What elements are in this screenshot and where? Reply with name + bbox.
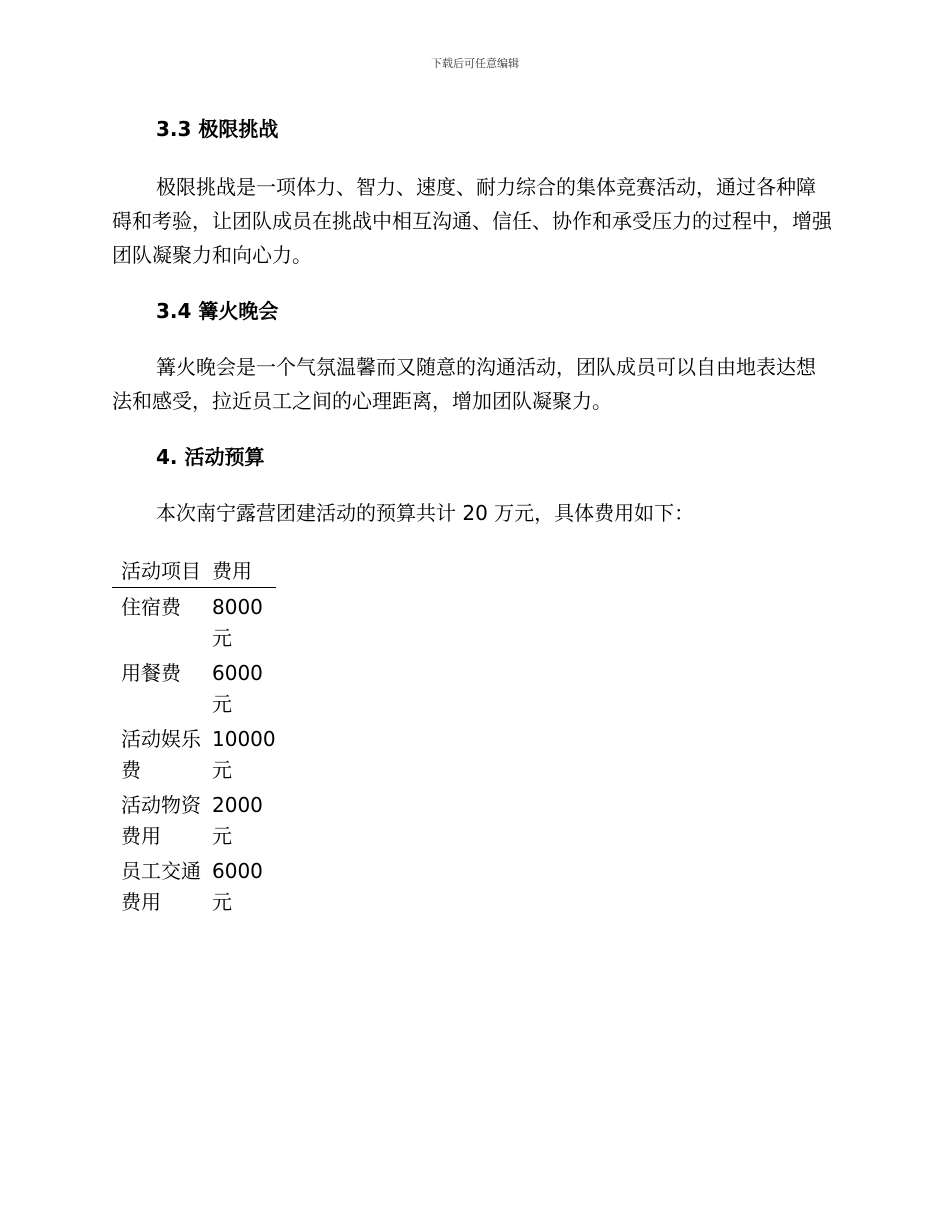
table-row	[112, 588, 276, 659]
budget-header-fee: 费用	[212, 559, 252, 583]
budget-table-header-row	[112, 556, 276, 588]
budget-item-cell: 用餐费	[121, 661, 181, 685]
table-row	[112, 724, 276, 790]
section-paragraph-3-3: 极限挑战是一项体力、智力、速度、耐力综合的集体竞赛活动，通过各种障碍和考验，让团队成员在挑战中相互沟通、信任、协作和承受压力的过程中，增强团队凝聚力和向心力。	[112, 175, 832, 267]
budget-item-cell: 活动物资费用	[121, 793, 201, 848]
table-row	[112, 790, 276, 856]
budget-fee-cell: 10000元	[212, 727, 276, 782]
section-paragraph-4: 本次南宁露营团建活动的预算共计 20 万元，具体费用如下：	[156, 501, 695, 525]
budget-fee-cell: 6000元	[212, 661, 263, 716]
budget-fee-cell: 8000元	[212, 595, 263, 650]
budget-header-item: 活动项目	[121, 559, 201, 583]
table-row	[112, 856, 276, 922]
page-header-note: 下载后可任意编辑	[431, 57, 519, 70]
section-heading-4: 4. 活动预算	[156, 445, 265, 469]
section-paragraph-3-4: 篝火晚会是一个气氛温馨而又随意的沟通活动，团队成员可以自由地表达想法和感受，拉近员工之间的心理距离，增加团队凝聚力。	[112, 355, 816, 413]
table-row	[112, 658, 276, 724]
budget-item-cell: 活动娱乐费	[121, 727, 201, 782]
budget-fee-cell: 6000元	[212, 859, 263, 914]
section-heading-3-3: 3.3 极限挑战	[156, 117, 279, 141]
section-heading-3-4: 3.4 篝火晚会	[156, 299, 279, 323]
budget-item-cell: 员工交通费用	[121, 859, 201, 914]
budget-item-cell: 住宿费	[121, 595, 181, 619]
budget-fee-cell: 2000元	[212, 793, 263, 848]
document-content	[112, 112, 832, 922]
budget-table	[112, 556, 276, 922]
